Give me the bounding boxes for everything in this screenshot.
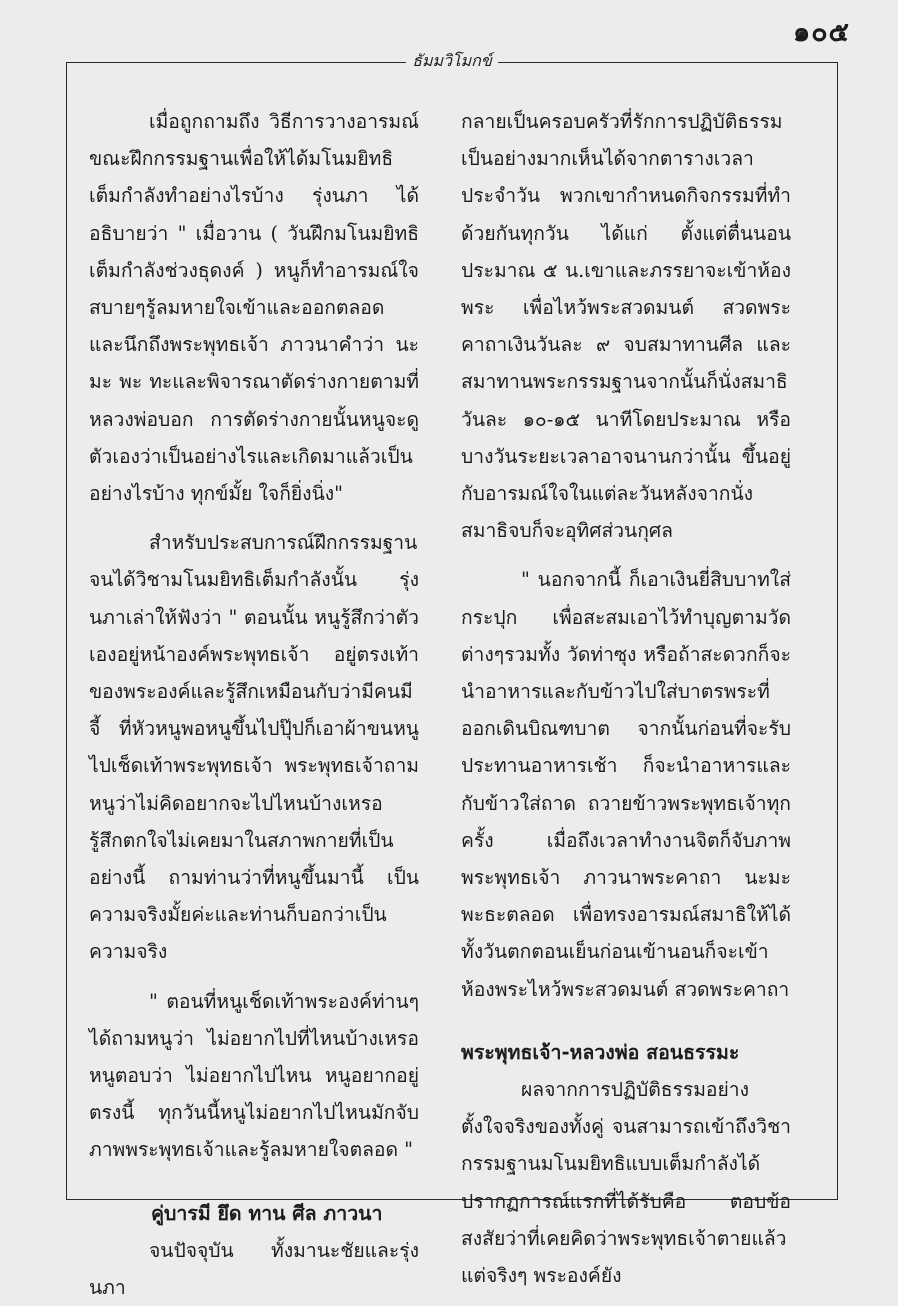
running-head (67, 49, 837, 74)
left-paragraph-1: เมื่อถูกถามถึง วิธีการวางอารมณ์ขณะฝึกกรรมฐานเพื่อให้ได้มโนมยิทธิเต็มกำลังทำอย่างไรบ้าง รุ่งนภา ได้อธิบายว่า " เมื่อวาน ( วันฝึกมโนมยิทธิเต็มกำลังช่วงธุดงค์ ) หนูก็ทำอารมณ์ใจสบายๆรู้ลมหายใจเข้าและออกตลอด และนึกถึงพระพุทธเจ้า ภาวนาคำว่า นะ มะ พะ ทะและพิจารณาตัดร่างกายตามที่หลวงพ่อบอก การตัดร่างกายนั้นหนูจะดูตัวเองว่าเป็นอย่างไรและเกิดมาแล้วเป็นอย่างไรบ้าง ทุกข์มั้ย ใจก็ยิ่งนิ่ง" (89, 110, 419, 506)
running-head-text: ธัมมวิโมกข์ (406, 51, 498, 70)
right-paragraph-1: กลายเป็นครอบครัวที่รักการปฏิบัติธรรมเป็นอย่างมากเห็นได้จากตารางเวลาประจำวัน พวกเขากำหนดกิจกรรมที่ทำด้วยกันทุกวัน ได้แก่ ตั้งแต่ตื่นนอนประมาณ ๕ น.เขาและภรรยาจะเข้าห้องพระ เพื่อไหว้พระสวดมนต์ สวดพระคาถาเงินวันละ ๙ จบสมาทานศีล และสมาทานพระกรรมฐานจากนั้นก็นั่งสมาธิวันละ ๑๐-๑๕ นาทีโดยประมาณ หรือบางวันระยะเวลาอาจนานกว่านั้น ขึ้นอยู่กับอารมณ์ใจในแต่ละวันหลังจากนั่งสมาธิจบก็จะอุทิศส่วนกุศล (461, 110, 791, 543)
left-paragraph-3: " ตอนที่หนูเช็ดเท้าพระองค์ท่านๆได้ถามหนูว่า ไม่อยากไปที่ไหนบ้างเหรอหนูตอบว่า ไม่อยากไปไหน หนูอยากอยู่ตรงนี้ ทุกวันนี้หนูไม่อยากไปไหนมักจับภาพพระพุทธเจ้าและรู้ลมหายใจตลอด " (89, 989, 419, 1162)
right-paragraph-3: ผลจากการปฏิบัติธรรมอย่างตั้งใจจริงของทั้งคู่ จนสามารถเข้าถึงวิชากรรมฐานมโนมยิทธิแบบเต็มกำลังได้ ปรากฏการณ์แรกที่ได้รับคือ ตอบข้อสงสัยว่าที่เคยคิดว่าพระพุทธเจ้าตายแล้ว แต่จริงๆ พระองค์ยัง (461, 1078, 791, 1288)
left-paragraph-2: สำหรับประสบการณ์ฝึกกรรมฐานจนได้วิชามโนมยิทธิเต็มกำลังนั้น รุ่งนภาเล่าให้ฟังว่า " ตอนนั้น หนูรู้สึกว่าตัวเองอยู่หน้าองค์พระพุทธเจ้า อยู่ตรงเท้าของพระองค์และรู้สึกเหมือนกับว่ามีคนมีจี้ ที่หัวหนูพอหนูขึ้นไปปุ๊ปก็เอาผ้าขนหนูไปเช็ดเท้าพระพุทธเจ้า พระพุทธเจ้าถามหนูว่าไม่คิดอยากจะไปไหนบ้างเหรอ รู้สึกตกใจไม่เคยมาในสภาพกายที่เป็นอย่างนี้ ถามท่านว่าที่หนูขึ้นมานี้ เป็นความจริงมั้ยค่ะและท่านก็บอกว่าเป็นความจริง (89, 531, 419, 964)
left-paragraph-4: จนปัจจุบัน ทั้งมานะชัยและรุ่งนภา (89, 1238, 419, 1300)
right-column (461, 103, 791, 1294)
page-number: ๑๐๕ (792, 17, 850, 48)
page-frame (66, 51, 838, 1300)
left-column (89, 103, 419, 1306)
right-section-heading: พระพุทธเจ้า-หลวงพ่อ สอนธรรมะ (461, 1040, 740, 1064)
left-section-heading: คู่บารมี ยึด ทาน ศีล ภาวนา (151, 1201, 383, 1225)
right-paragraph-2: " นอกจากนี้ ก็เอาเงินยี่สิบบาทใส่กระปุก เพื่อสะสมเอาไว้ทำบุญตามวัดต่างๆรวมทั้ง วัดท่าซุง หรือถ้าสะดวกก็จะนำอาหารและกับข้าวไปใส่บาตรพระที่ออกเดินบิณฑบาต จากนั้นก่อนที่จะรับประทานอาหารเช้า ก็จะนำอาหารและกับข้าวใส่ถาด ถวายข้าวพระพุทธเจ้าทุกครั้ง เมื่อถึงเวลาทำงานจิตก็จับภาพพระพุทธเจ้า ภาวนาพระคาถา นะมะพะธะตลอด เพื่อทรงอารมณ์สมาธิให้ได้ทั้งวันตกตอนเย็นก่อนเข้านอนก็จะเข้าห้องพระไหว้พระสวดมนต์ สวดพระคาถา (461, 568, 791, 1001)
